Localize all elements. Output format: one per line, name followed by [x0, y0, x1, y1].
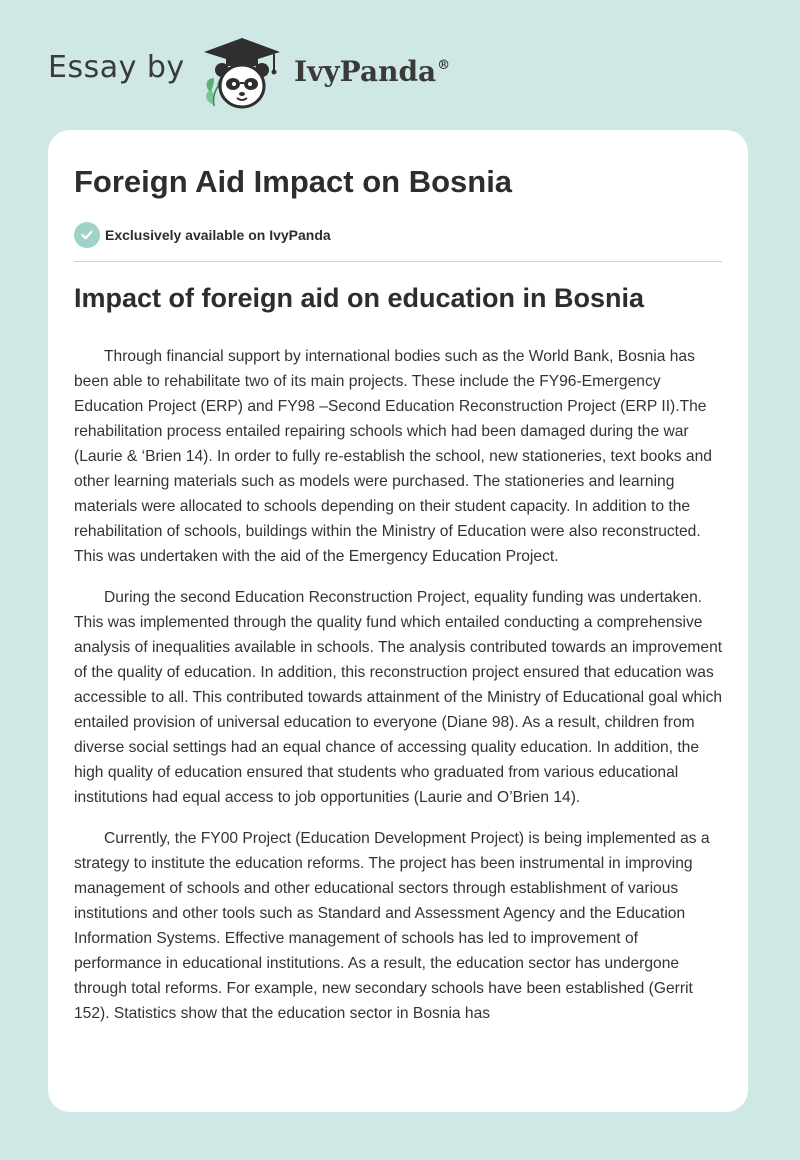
paragraph: Through financial support by international bodies such as the World Bank, Bosnia has been able to rehabilitate two of its main projects. These include the FY96-Emergency Education Project (ERP) and FY98 –Second Education Reconstruction Project (ERP II).The rehabilitation process entailed repairing schools which had been damaged during the war (Laurie & ‘Brien 14). In order to fully re-establish the school, new stationeries, text books and other learning materials such as models were purchased. The stationeries and learning materials were allocated to schools depending on their student capacity. In addition to the rehabilitation of schools, buildings within the Ministry of Education were also reconstructed. This was undertaken with the aid of the Emergency Education Project.: [74, 348, 712, 565]
check-icon: [74, 222, 100, 248]
exclusive-badge: [74, 222, 331, 248]
exclusive-label: Exclusively available on IvyPanda: [105, 227, 331, 243]
paragraph: Currently, the FY00 Project (Education Development Project) is being implemented as a strategy to institute the education reforms. The project has been instrumental in improving management of schools and other educational sectors through establishment of various institutions and other tools such as Standard and Assessment Agency and the Education Information Systems. Effective management of schools has led to improvement of performance in educational institutions. As a result, the education sector has undergone through total reforms. For example, new secondary schools have been established (Gerrit 152). Statistics show that the education sector in Bosnia has: [74, 830, 710, 1022]
paragraph: During the second Education Reconstruction Project, equality funding was undertaken. This was implemented through the quality fund which entailed conducting a comprehensive analysis of inequalities available in schools. The analysis contributed towards an improvement of the quality of education. In addition, this reconstruction project ensured that education was accessible to all. This contributed towards attainment of the Ministry of Educational goal which entailed provision of universal education to everyone (Diane 98). As a result, children from diverse social settings had an equal chance of accessing quality education. In addition, the high quality of education ensured that students who graduated from various educational institutions had equal access to job opportunities (Laurie and O’Brien 14).: [74, 589, 723, 806]
essay-by-label: Essay by: [48, 50, 185, 85]
panda-graduate-icon[interactable]: [200, 34, 284, 112]
essay-card: [48, 130, 748, 1112]
essay-body: [74, 344, 724, 1042]
section-heading: Impact of foreign aid on education in Bosnia: [74, 283, 645, 313]
page-title: Foreign Aid Impact on Bosnia: [74, 164, 513, 199]
site-header: [0, 0, 800, 120]
divider: [74, 261, 722, 262]
brand-name: IvyPanda: [294, 55, 437, 88]
brand-logo[interactable]: [294, 55, 450, 88]
registered-mark: ®: [437, 58, 451, 73]
